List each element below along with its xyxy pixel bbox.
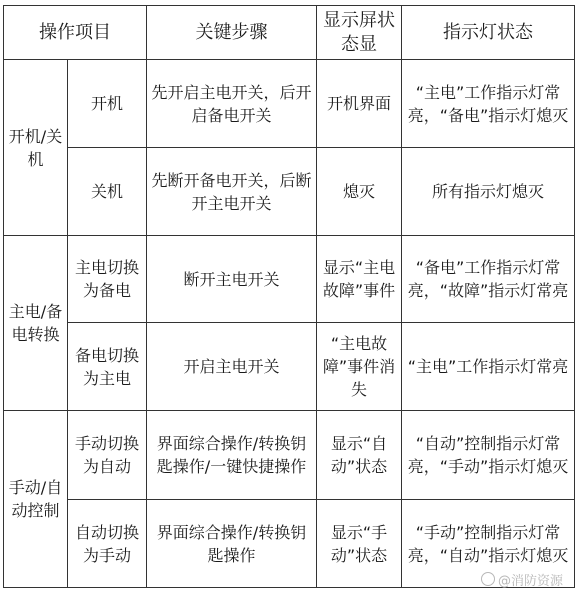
key-steps-cell: 断开主电开关 bbox=[147, 236, 317, 323]
sub-operation: 主电切换为备电 bbox=[68, 236, 147, 323]
sub-operation: 自动切换为手动 bbox=[68, 500, 147, 588]
key-steps-cell: 界面综合操作/转换钥匙操作/一键快捷操作 bbox=[147, 411, 317, 500]
indicator-status-cell: “手动”控制指示灯常亮，“自动”指示灯熄灭 bbox=[402, 500, 575, 588]
indicator-status-cell: “主电”工作指示灯常亮 bbox=[402, 323, 575, 411]
sub-operation: 手动切换为自动 bbox=[68, 411, 147, 500]
key-steps-cell: 界面综合操作/转换钥匙操作 bbox=[147, 500, 317, 588]
header-row bbox=[4, 6, 575, 60]
sub-operation: 关机 bbox=[68, 148, 147, 236]
indicator-status-cell: “备电”工作指示灯常亮，“故障”指示灯常亮 bbox=[402, 236, 575, 323]
sub-operation: 备电切换为主电 bbox=[68, 323, 147, 411]
indicator-status-cell: “主电”工作指示灯常亮，“备电”指示灯熄灭 bbox=[402, 60, 575, 148]
table-row bbox=[4, 411, 575, 500]
key-steps-cell: 开启主电开关 bbox=[147, 323, 317, 411]
display-status-cell: 显示“手动”状态 bbox=[317, 500, 402, 588]
display-status-cell: “主电故障”事件消失 bbox=[317, 323, 402, 411]
key-steps-cell: 先断开备电开关，后断开主电开关 bbox=[147, 148, 317, 236]
indicator-status-cell: 所有指示灯熄灭 bbox=[402, 148, 575, 236]
table-row bbox=[4, 236, 575, 323]
table-row bbox=[4, 500, 575, 588]
key-steps-cell: 先开启主电开关，后开启备电开关 bbox=[147, 60, 317, 148]
table-row bbox=[4, 60, 575, 148]
sub-operation: 开机 bbox=[68, 60, 147, 148]
display-status-cell: 显示“自动”状态 bbox=[317, 411, 402, 500]
header-display-status: 显示屏状态显 bbox=[317, 6, 402, 60]
display-status-cell: 显示“主电故障”事件 bbox=[317, 236, 402, 323]
watermark-text: @消防资源 bbox=[497, 574, 563, 589]
display-status-cell: 熄灭 bbox=[317, 148, 402, 236]
header-indicator-status: 指示灯状态 bbox=[402, 6, 575, 60]
display-status-cell: 开机界面 bbox=[317, 60, 402, 148]
header-key-steps: 关键步骤 bbox=[147, 6, 317, 60]
header-operation-item: 操作项目 bbox=[4, 6, 147, 60]
indicator-status-cell: “自动”控制指示灯常亮，“手动”指示灯熄灭 bbox=[402, 411, 575, 500]
table-row bbox=[4, 323, 575, 411]
group-label: 主电/备电转换 bbox=[4, 236, 68, 411]
group-label: 手动/自动控制 bbox=[4, 411, 68, 588]
table-row bbox=[4, 148, 575, 236]
group-label: 开机/关机 bbox=[4, 60, 68, 236]
operation-table bbox=[3, 5, 575, 588]
